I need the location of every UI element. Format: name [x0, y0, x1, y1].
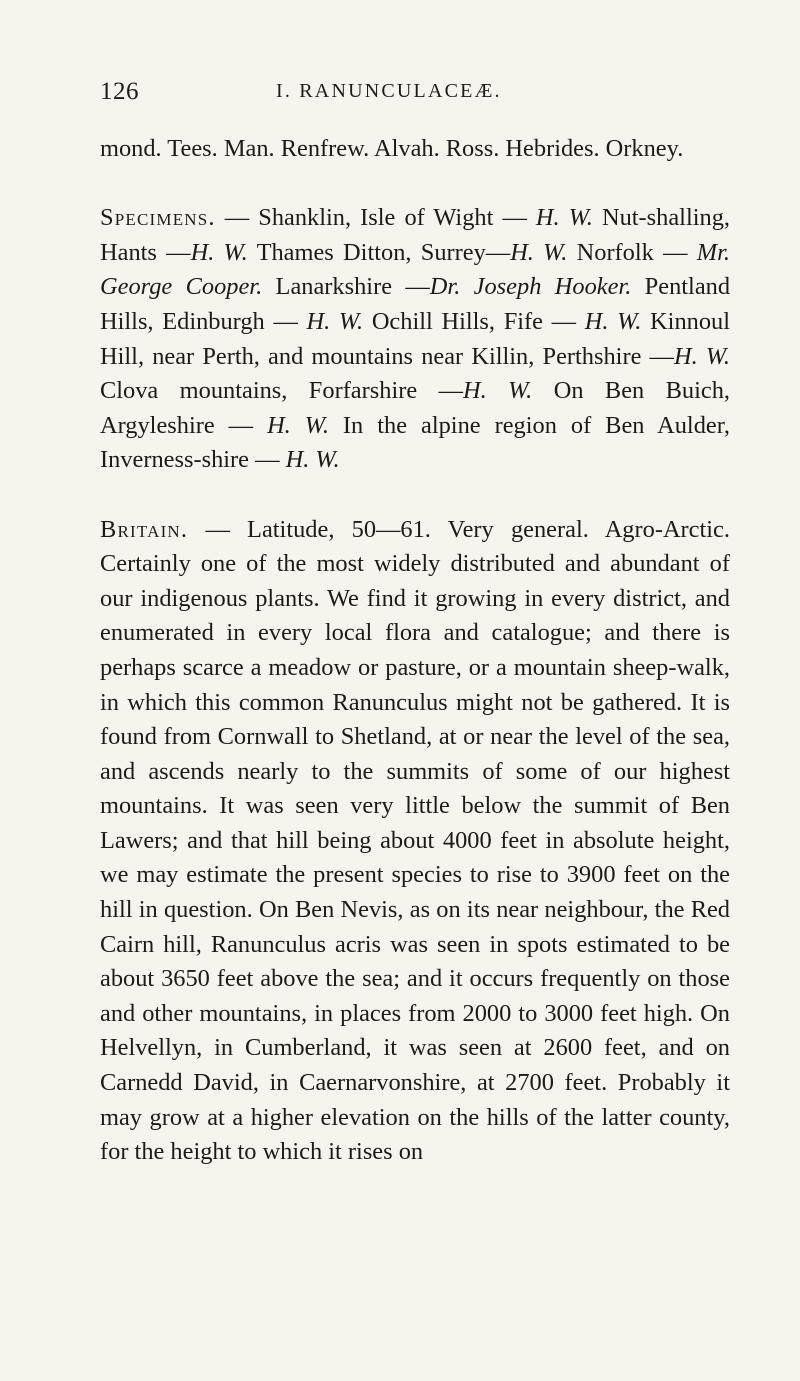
- page-number: 126: [100, 78, 139, 105]
- specimens-text: — Shanklin, Isle of Wight —: [215, 204, 536, 232]
- specimens-text: Clova mountains, Forfarshire —: [100, 377, 463, 405]
- collector-name: Dr. Joseph Hooker.: [429, 273, 632, 301]
- specimens-text: Nut-shalling, Hants —: [100, 204, 730, 266]
- specimens-text: Lanarkshire —: [262, 273, 430, 301]
- collector-initials: H. W.: [190, 238, 248, 266]
- page-header: [0, 78, 800, 118]
- collector-initials: H. W.: [462, 377, 533, 405]
- collector-initials: H. W.: [510, 238, 568, 266]
- collector-initials: H. W.: [673, 342, 730, 370]
- continuation-text: mond. Tees. Man. Renfrew. Alvah. Ross. Hebrides. Orkney.: [100, 135, 684, 162]
- specimens-text: Kinnoul Hill, near Perth, and mountains near Killin, Perthshire —: [100, 307, 730, 370]
- collector-name: Mr. George Cooper.: [100, 238, 730, 301]
- specimens-text: Norfolk —: [567, 238, 697, 266]
- collector-initials: H. W.: [584, 307, 642, 335]
- paragraph-specimens: [100, 201, 730, 478]
- body-text: [100, 132, 730, 1170]
- paragraph-britain: [100, 513, 730, 1170]
- specimens-text: Thames Ditton, Surrey—: [247, 238, 511, 266]
- specimens-text: In the alpine region of Ben Aulder, Inverness-shire —: [100, 411, 730, 474]
- running-head: I. RANUNCULACEÆ.: [276, 80, 502, 102]
- collector-initials: H. W.: [535, 204, 593, 232]
- specimens-text: Ochill Hills, Fife —: [363, 307, 585, 335]
- collector-initials: H. W.: [285, 446, 340, 474]
- britain-heading: Britain.: [100, 515, 189, 543]
- britain-text: — Latitude, 50—61. Very general. Agro-Arctic. Certainly one of the most widely distributed and abundant of our indigenous plants. We find it growing in every district, and enumerated in every local flora and catalogue; and there is perhaps scarce a meadow or pasture, or a mountain sheep-walk, in which this common Ranunculus might not be gathered. It is found from Cornwall to Shetland, at or near the level of the sea, and ascends nearly to the summits of some of our highest mountains. It was seen very little below the summit of Ben Lawers; and that hill being about 4000 feet in absolute height, we may estimate the present species to rise to 3900 feet on the hill in question. On Ben Nevis, as on its near neighbour, the Red Cairn hill, Ranunculus acris was seen in spots estimated to be about 3650 feet above the sea; and it occurs frequently on those and other mountains, in places from 2000 to 3000 feet high. On Helvellyn, in Cumberland, it was seen at 2600 feet, and on Carnedd David, in Caernarvonshire, at 2700 feet. Probably it may grow at a higher elevation on the hills of the latter county, for the height to which it rises on: [100, 515, 730, 1166]
- specimens-heading: Specimens.: [100, 204, 216, 232]
- collector-initials: H. W.: [306, 307, 364, 335]
- paragraph-continuation: [100, 132, 730, 167]
- specimens-text: On Ben Buich, Argyleshire —: [100, 377, 730, 439]
- specimens-text: Pentland Hills, Edinburgh —: [100, 273, 731, 335]
- collector-initials: H. W.: [267, 411, 329, 439]
